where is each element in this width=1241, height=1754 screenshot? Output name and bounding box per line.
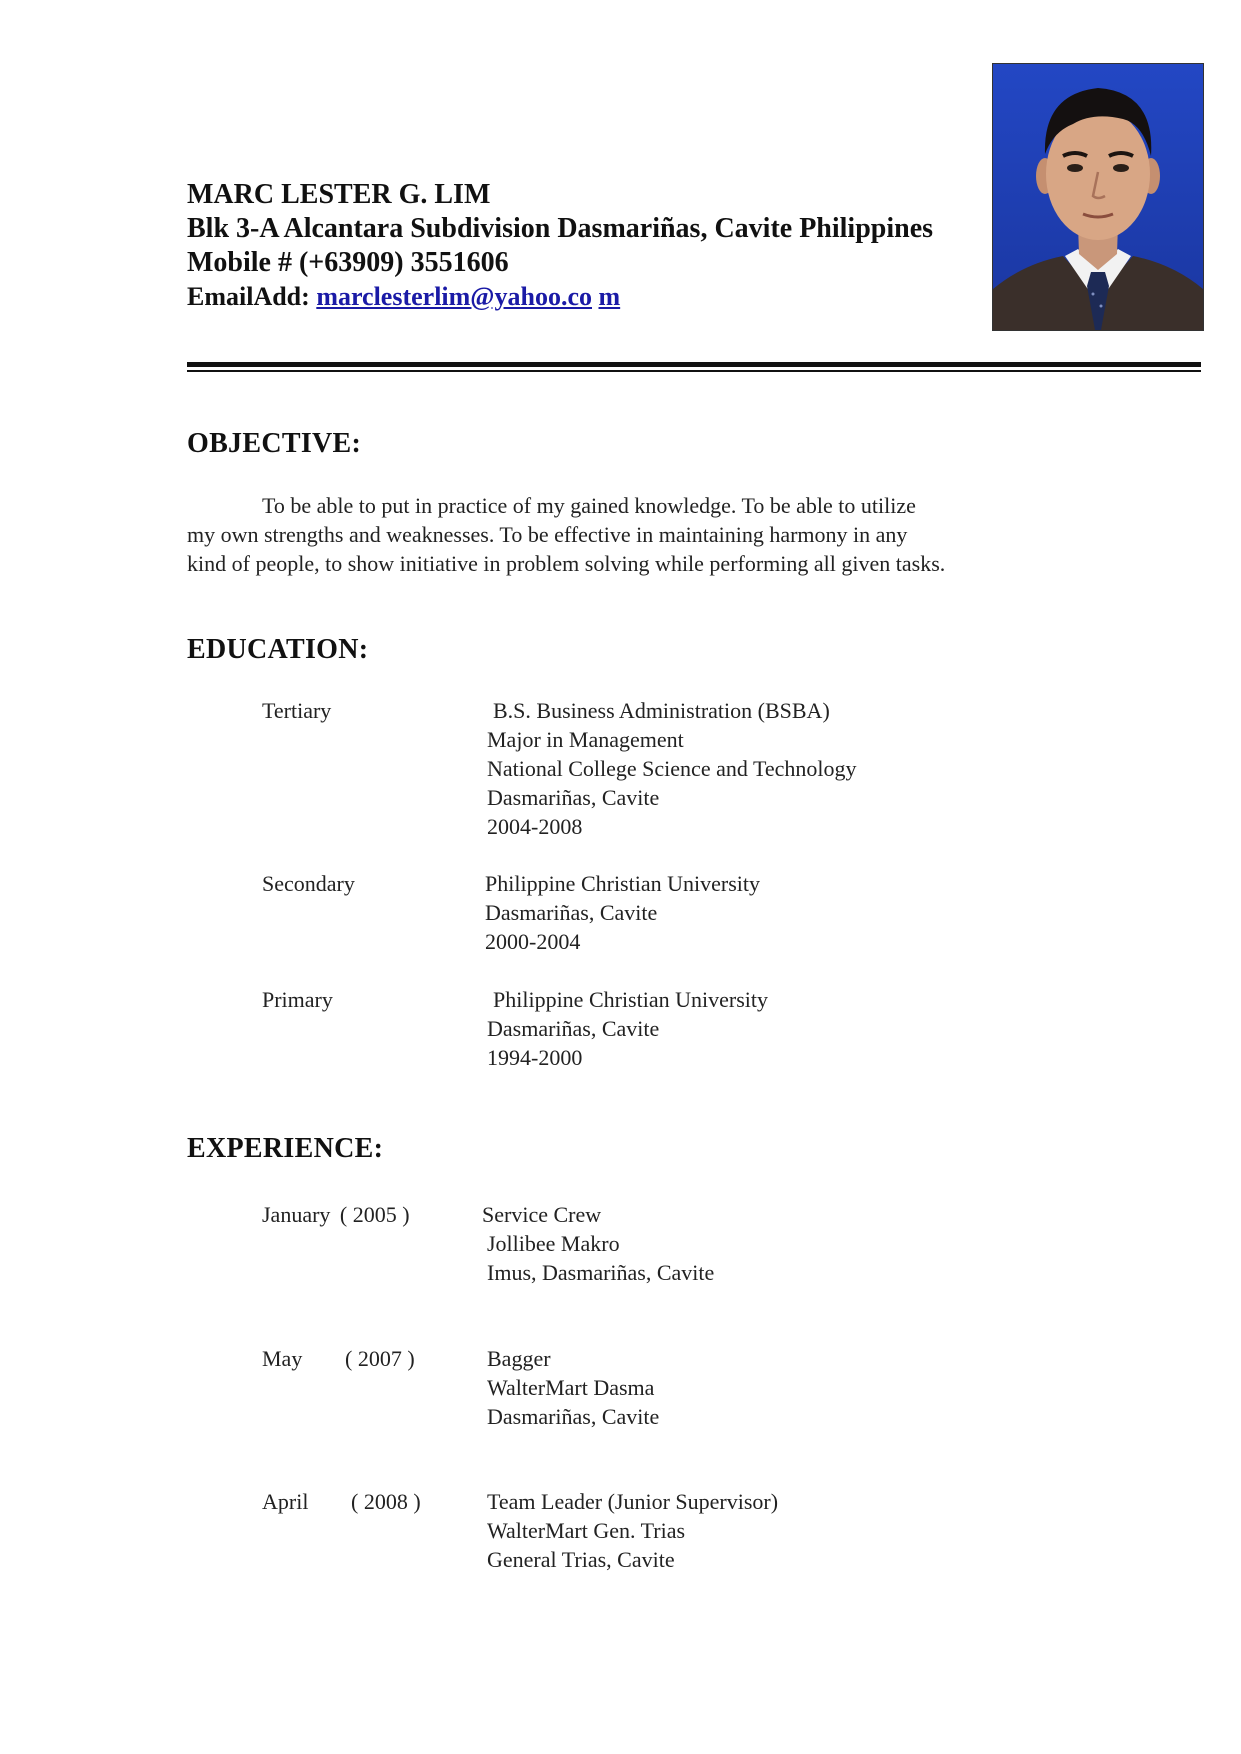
education-detail-line: Major in Management: [487, 727, 684, 752]
education-detail-line: Philippine Christian University: [493, 987, 768, 1012]
experience-details: [487, 1344, 659, 1431]
education-detail-line: 1994-2000: [487, 1045, 583, 1070]
experience-detail-line: Service Crew: [482, 1202, 602, 1227]
education-detail-line: Dasmariñas, Cavite: [487, 1016, 660, 1041]
experience-month: January: [262, 1202, 331, 1227]
email-label: EmailAdd:: [187, 282, 317, 311]
email-line: [187, 280, 620, 314]
education-detail-line: 2000-2004: [485, 929, 581, 954]
applicant-name: MARC LESTER G. LIM: [187, 179, 491, 210]
education-detail-line: Dasmariñas, Cavite: [487, 785, 660, 810]
education-level-primary: Primary: [262, 987, 333, 1012]
mobile-line: Mobile # (+63909) 3551606: [187, 247, 509, 278]
education-level-tertiary: Tertiary: [262, 698, 332, 723]
header-rule-thin: [187, 370, 1201, 372]
experience-detail-line: Team Leader (Junior Supervisor): [487, 1489, 779, 1514]
experience-detail-line: General Trias, Cavite: [487, 1547, 675, 1572]
email-link[interactable]: marclesterlim@yahoo.co: [316, 282, 592, 311]
experience-date: [262, 1487, 421, 1516]
education-detail-line: Philippine Christian University: [485, 871, 760, 896]
objective-line: my own strengths and weaknesses. To be effective in maintaining harmony in any: [187, 522, 908, 547]
objective-line: kind of people, to show initiative in problem solving while performing all given tasks.: [187, 551, 946, 576]
objective-line: To be able to put in practice of my gained knowledge. To be able to utilize: [262, 493, 916, 518]
portrait-illustration: [993, 64, 1203, 330]
education-detail-line: B.S. Business Administration (BSBA): [493, 698, 830, 723]
applicant-photo: [992, 63, 1204, 331]
header-rule-thick: [187, 362, 1201, 367]
address-line: Blk 3-A Alcantara Subdivision Dasmariñas, Cavite Philippines: [187, 213, 934, 244]
experience-month: May: [262, 1346, 303, 1371]
experience-details: [487, 1487, 778, 1574]
experience-date: [262, 1200, 410, 1229]
experience-detail-line: Bagger: [487, 1346, 551, 1371]
education-details-secondary: [485, 869, 760, 956]
education-heading: EDUCATION:: [187, 634, 369, 665]
education-level-secondary: Secondary: [262, 871, 355, 896]
experience-detail-line: WalterMart Dasma: [487, 1375, 655, 1400]
education-detail-line: National College Science and Technology: [487, 756, 857, 781]
objective-text: [187, 491, 1067, 578]
email-link-tail[interactable]: m: [598, 282, 621, 311]
objective-heading: OBJECTIVE:: [187, 428, 362, 459]
experience-detail-line: WalterMart Gen. Trias: [487, 1518, 686, 1543]
experience-month: April: [262, 1489, 309, 1514]
experience-year: ( 2008 ): [351, 1489, 421, 1514]
education-details-primary: [487, 985, 768, 1072]
experience-detail-line: Jollibee Makro: [487, 1231, 620, 1256]
education-detail-line: 2004-2008: [487, 814, 583, 839]
experience-year: ( 2005 ): [339, 1202, 410, 1227]
experience-heading: EXPERIENCE:: [187, 1133, 384, 1164]
experience-detail-line: Dasmariñas, Cavite: [487, 1404, 660, 1429]
experience-detail-line: Imus, Dasmariñas, Cavite: [487, 1260, 715, 1285]
experience-year: ( 2007 ): [345, 1346, 415, 1371]
experience-details: [482, 1200, 715, 1287]
experience-date: [262, 1344, 415, 1373]
education-details-tertiary: [487, 696, 857, 841]
education-detail-line: Dasmariñas, Cavite: [485, 900, 658, 925]
